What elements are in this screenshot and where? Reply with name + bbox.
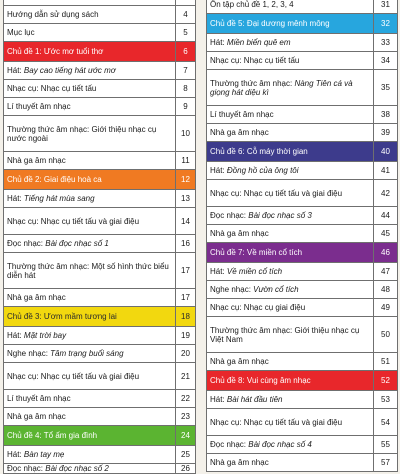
toc-page-number: 23 bbox=[176, 408, 196, 426]
toc-entry-title bbox=[4, 408, 176, 426]
toc-page-number: 31 bbox=[374, 0, 398, 14]
toc-entry-row bbox=[4, 327, 196, 345]
toc-entry-work-title: Bay cao tiếng hát ước mơ bbox=[23, 66, 116, 75]
toc-entry-title bbox=[207, 436, 374, 454]
toc-entry-row bbox=[4, 6, 196, 24]
toc-page-number: 50 bbox=[374, 317, 398, 353]
toc-entry-label: Thường thức âm nhạc: Một số hình thức biểu diễn hát bbox=[7, 261, 169, 280]
toc-page-number: 42 bbox=[374, 180, 398, 207]
toc-entry-label: Chủ đề 6: Cỗ máy thời gian bbox=[210, 147, 308, 156]
toc-entry-title bbox=[207, 14, 374, 34]
toc-entry-title bbox=[4, 116, 176, 152]
toc-entry-title bbox=[4, 289, 176, 307]
toc-entry-label: Hát: bbox=[7, 194, 24, 203]
toc-page-number: 11 bbox=[176, 152, 196, 170]
toc-entry-work-title: Vườn cổ tích bbox=[253, 285, 299, 294]
toc-entry-label: Chủ đề 7: Về miền cổ tích bbox=[210, 248, 303, 257]
toc-left-column bbox=[3, 0, 196, 474]
toc-page-number: 57 bbox=[374, 454, 398, 472]
toc-entry-row bbox=[4, 464, 196, 474]
toc-entry-row bbox=[207, 454, 398, 472]
toc-entry-work-title: Tiếng hát mùa sang bbox=[23, 194, 95, 203]
toc-page-number: 35 bbox=[374, 70, 398, 106]
toc-entry-label: Nhạc cụ: Nhạc cụ tiết tấu bbox=[7, 84, 97, 93]
toc-entry-label: Hát: bbox=[7, 66, 24, 75]
toc-entry-row bbox=[4, 289, 196, 307]
toc-entry-work-title: Nàng Tiên cá và giọng hát diệu kì bbox=[210, 78, 353, 97]
toc-entry-title bbox=[4, 446, 176, 464]
toc-page-number: 54 bbox=[374, 409, 398, 436]
toc-right-column bbox=[206, 0, 398, 472]
toc-entry-title bbox=[4, 190, 176, 208]
toc-entry-label: Chủ đề 1: Ước mơ tuổi thơ bbox=[7, 47, 104, 56]
toc-entry-title bbox=[4, 6, 176, 24]
toc-page-number: 22 bbox=[176, 390, 196, 408]
toc-entry-work-title: Bài đọc nhạc số 1 bbox=[45, 239, 109, 248]
toc-entry-label: Chủ đề 4: Tổ ấm gia đình bbox=[7, 431, 98, 440]
toc-entry-label: Thường thức âm nhạc: Giới thiệu nhạc cụ Việt Nam bbox=[210, 325, 360, 344]
toc-page-number: 32 bbox=[374, 14, 398, 34]
toc-entry-row bbox=[207, 263, 398, 281]
toc-topic-row bbox=[207, 371, 398, 391]
toc-entry-work-title: Về miền cổ tích bbox=[226, 267, 283, 276]
toc-page-number: 44 bbox=[374, 207, 398, 225]
toc-entry-row bbox=[4, 408, 196, 426]
toc-entry-title bbox=[207, 34, 374, 52]
toc-page-number: 49 bbox=[374, 299, 398, 317]
toc-page-number: 53 bbox=[374, 391, 398, 409]
toc-entry-label: Đọc nhạc: bbox=[210, 211, 249, 220]
toc-entry-label: Ôn tập chủ đề 1, 2, 3, 4 bbox=[210, 0, 294, 9]
toc-entry-label: Lí thuyết âm nhạc bbox=[7, 394, 71, 403]
toc-page-number: 41 bbox=[374, 162, 398, 180]
toc-entry-work-title: Mặt trời bay bbox=[23, 331, 67, 340]
toc-entry-title bbox=[4, 42, 176, 62]
toc-entry-label: Đọc nhạc: bbox=[210, 440, 249, 449]
toc-entry-row bbox=[207, 281, 398, 299]
toc-page-number: 46 bbox=[374, 243, 398, 263]
toc-entry-label: Nghe nhạc: bbox=[7, 349, 51, 358]
toc-page-number: 26 bbox=[176, 464, 196, 474]
toc-page-number: 33 bbox=[374, 34, 398, 52]
toc-entry-row bbox=[4, 363, 196, 390]
toc-entry-row bbox=[4, 98, 196, 116]
toc-entry-row bbox=[4, 116, 196, 152]
toc-entry-title bbox=[4, 62, 176, 80]
toc-page-number: 39 bbox=[374, 124, 398, 142]
toc-entry-label: Nhạc cụ: Nhạc cụ tiết tấu và giai điệu bbox=[7, 216, 140, 226]
toc-entry-work-title: Bàn tay mẹ bbox=[23, 450, 65, 459]
toc-entry-label: Nhà ga âm nhạc bbox=[210, 357, 269, 366]
toc-entry-label: Hát: bbox=[7, 331, 24, 340]
toc-entry-work-title: Miền biển quê em bbox=[226, 38, 291, 47]
toc-page-number: 45 bbox=[374, 225, 398, 243]
toc-page-number: 55 bbox=[374, 436, 398, 454]
toc-entry-row bbox=[4, 80, 196, 98]
toc-entry-title bbox=[207, 124, 374, 142]
toc-page-number: 24 bbox=[176, 426, 196, 446]
toc-entry-title bbox=[207, 454, 374, 472]
toc-entry-label: Thường thức âm nhạc: bbox=[210, 78, 295, 88]
toc-entry-title bbox=[207, 0, 374, 14]
toc-page-number: 21 bbox=[176, 363, 196, 390]
toc-entry-row bbox=[207, 317, 398, 353]
toc-entry-title bbox=[4, 345, 176, 363]
toc-topic-row bbox=[4, 426, 196, 446]
toc-page-number: 8 bbox=[176, 80, 196, 98]
toc-left-body bbox=[4, 0, 196, 474]
toc-entry-label: Hát: bbox=[7, 450, 24, 459]
toc-entry-label: Nhạc cụ: Nhạc cụ tiết tấu và giai điệu bbox=[210, 188, 343, 198]
toc-entry-title bbox=[4, 80, 176, 98]
toc-entry-row bbox=[4, 208, 196, 235]
toc-page-number: 34 bbox=[374, 52, 398, 70]
toc-page-number: 10 bbox=[176, 116, 196, 152]
toc-entry-row bbox=[207, 225, 398, 243]
toc-entry-title bbox=[4, 390, 176, 408]
toc-entry-row bbox=[4, 345, 196, 363]
toc-entry-title bbox=[4, 327, 176, 345]
toc-entry-title bbox=[207, 263, 374, 281]
toc-entry-label: Thường thức âm nhạc: Giới thiệu nhạc cụ nước ngoài bbox=[7, 124, 157, 143]
toc-entry-row bbox=[207, 207, 398, 225]
toc-page-number: 25 bbox=[176, 446, 196, 464]
toc-page-number: 47 bbox=[374, 263, 398, 281]
toc-entry-title bbox=[207, 142, 374, 162]
toc-page-number: 16 bbox=[176, 235, 196, 253]
toc-entry-row bbox=[4, 253, 196, 289]
toc-entry-work-title: Bài hát đầu tiên bbox=[226, 395, 283, 404]
toc-entry-row bbox=[207, 52, 398, 70]
toc-entry-label: Nhà ga âm nhạc bbox=[210, 128, 269, 137]
toc-entry-row bbox=[207, 162, 398, 180]
toc-page-number: 4 bbox=[176, 6, 196, 24]
toc-entry-label: Chủ đề 8: Vui cùng âm nhạc bbox=[210, 376, 311, 385]
toc-entry-row bbox=[207, 299, 398, 317]
toc-entry-work-title: Đồng hồ của ông tôi bbox=[226, 166, 299, 175]
toc-entry-title bbox=[207, 207, 374, 225]
toc-entry-label: Lí thuyết âm nhạc bbox=[7, 102, 71, 111]
toc-entry-title bbox=[207, 52, 374, 70]
toc-entry-title bbox=[4, 170, 176, 190]
toc-page-number: 51 bbox=[374, 353, 398, 371]
toc-topic-row bbox=[4, 170, 196, 190]
toc-entry-row bbox=[207, 0, 398, 14]
toc-page-number: 17 bbox=[176, 289, 196, 307]
toc-entry-label: Nhà ga âm nhạc bbox=[7, 412, 66, 421]
toc-entry-label: Chủ đề 5: Đại dương mênh mông bbox=[210, 19, 330, 28]
toc-topic-row bbox=[207, 142, 398, 162]
toc-page-number: 12 bbox=[176, 170, 196, 190]
toc-entry-label: Đọc nhạc: bbox=[7, 464, 46, 473]
toc-entry-title bbox=[4, 307, 176, 327]
toc-entry-label: Đọc nhạc: bbox=[7, 239, 46, 248]
toc-entry-label: Nhạc cụ: Nhạc cụ tiết tấu bbox=[210, 56, 300, 65]
toc-entry-title bbox=[207, 106, 374, 124]
toc-page-number: 6 bbox=[176, 42, 196, 62]
toc-entry-title bbox=[4, 98, 176, 116]
toc-entry-row bbox=[207, 409, 398, 436]
toc-entry-title bbox=[4, 253, 176, 289]
toc-entry-label: Hướng dẫn sử dụng sách bbox=[7, 10, 99, 19]
toc-entry-label: Nhạc cụ: Nhạc cụ tiết tấu và giai điệu bbox=[7, 371, 140, 381]
toc-entry-title bbox=[4, 464, 176, 474]
toc-page-number: 40 bbox=[374, 142, 398, 162]
toc-entry-label: Nhạc cụ: Nhạc cụ tiết tấu và giai điệu bbox=[210, 417, 343, 427]
toc-entry-label: Nhà ga âm nhạc bbox=[7, 293, 66, 302]
toc-entry-row bbox=[4, 62, 196, 80]
toc-page-number: 20 bbox=[176, 345, 196, 363]
toc-entry-label: Mục lục bbox=[7, 28, 35, 37]
toc-entry-work-title: Bài đọc nhạc số 4 bbox=[248, 440, 312, 449]
toc-entry-row bbox=[207, 106, 398, 124]
toc-entry-row bbox=[207, 124, 398, 142]
toc-page-number: 5 bbox=[176, 24, 196, 42]
toc-entry-row bbox=[207, 34, 398, 52]
toc-topic-row bbox=[4, 42, 196, 62]
toc-entry-title bbox=[207, 299, 374, 317]
toc-entry-work-title: Tâm trạng buổi sáng bbox=[50, 349, 124, 358]
toc-topic-row bbox=[207, 243, 398, 263]
toc-entry-title bbox=[207, 243, 374, 263]
toc-entry-row bbox=[207, 70, 398, 106]
toc-entry-label: Hát: bbox=[210, 267, 227, 276]
toc-entry-title bbox=[4, 24, 176, 42]
toc-entry-title bbox=[207, 409, 374, 436]
toc-entry-title bbox=[207, 353, 374, 371]
toc-entry-title bbox=[207, 317, 374, 353]
toc-entry-label: Nhà ga âm nhạc bbox=[210, 458, 269, 467]
toc-entry-title bbox=[207, 281, 374, 299]
toc-entry-title bbox=[4, 235, 176, 253]
toc-entry-work-title: Bài đọc nhạc số 2 bbox=[45, 464, 109, 473]
toc-entry-row bbox=[4, 235, 196, 253]
toc-entry-title bbox=[207, 70, 374, 106]
toc-entry-title bbox=[207, 225, 374, 243]
toc-page-number: 17 bbox=[176, 253, 196, 289]
toc-page-number: 19 bbox=[176, 327, 196, 345]
toc-entry-row bbox=[4, 390, 196, 408]
toc-entry-title bbox=[4, 152, 176, 170]
toc-entry-work-title: Bài đọc nhạc số 3 bbox=[248, 211, 312, 220]
toc-page-number: 9 bbox=[176, 98, 196, 116]
toc-entry-label: Nhạc cụ: Nhạc cụ giai điệu bbox=[210, 303, 306, 312]
toc-entry-label: Hát: bbox=[210, 38, 227, 47]
toc-entry-row bbox=[4, 24, 196, 42]
toc-entry-title bbox=[4, 208, 176, 235]
toc-entry-title bbox=[207, 180, 374, 207]
toc-entry-row bbox=[207, 353, 398, 371]
toc-page-number: 7 bbox=[176, 62, 196, 80]
toc-page-number: 13 bbox=[176, 190, 196, 208]
toc-topic-row bbox=[207, 14, 398, 34]
toc-entry-label: Hát: bbox=[210, 395, 227, 404]
toc-entry-label: Nhà ga âm nhạc bbox=[7, 156, 66, 165]
toc-page-number: 14 bbox=[176, 208, 196, 235]
toc-entry-row bbox=[207, 436, 398, 454]
toc-entry-label: Hát: bbox=[210, 166, 227, 175]
toc-entry-label: Chủ đề 2: Giai điệu hoà ca bbox=[7, 175, 102, 184]
toc-topic-row bbox=[4, 307, 196, 327]
toc-entry-label: Chủ đề 3: Ươm mầm tương lai bbox=[7, 312, 117, 321]
toc-entry-row bbox=[4, 190, 196, 208]
toc-entry-row bbox=[4, 152, 196, 170]
toc-entry-label: Nhà ga âm nhạc bbox=[210, 229, 269, 238]
toc-entry-label: Lí thuyết âm nhạc bbox=[210, 110, 274, 119]
toc-entry-title bbox=[4, 363, 176, 390]
toc-entry-row bbox=[207, 180, 398, 207]
toc-page-number: 18 bbox=[176, 307, 196, 327]
toc-page-number: 38 bbox=[374, 106, 398, 124]
toc-entry-title bbox=[4, 426, 176, 446]
toc-entry-row bbox=[4, 446, 196, 464]
toc-page-number: 52 bbox=[374, 371, 398, 391]
toc-right-body bbox=[207, 0, 398, 472]
toc-entry-label: Nghe nhạc: bbox=[210, 285, 254, 294]
toc-page-number: 48 bbox=[374, 281, 398, 299]
toc-entry-title bbox=[207, 162, 374, 180]
toc-entry-title bbox=[207, 371, 374, 391]
